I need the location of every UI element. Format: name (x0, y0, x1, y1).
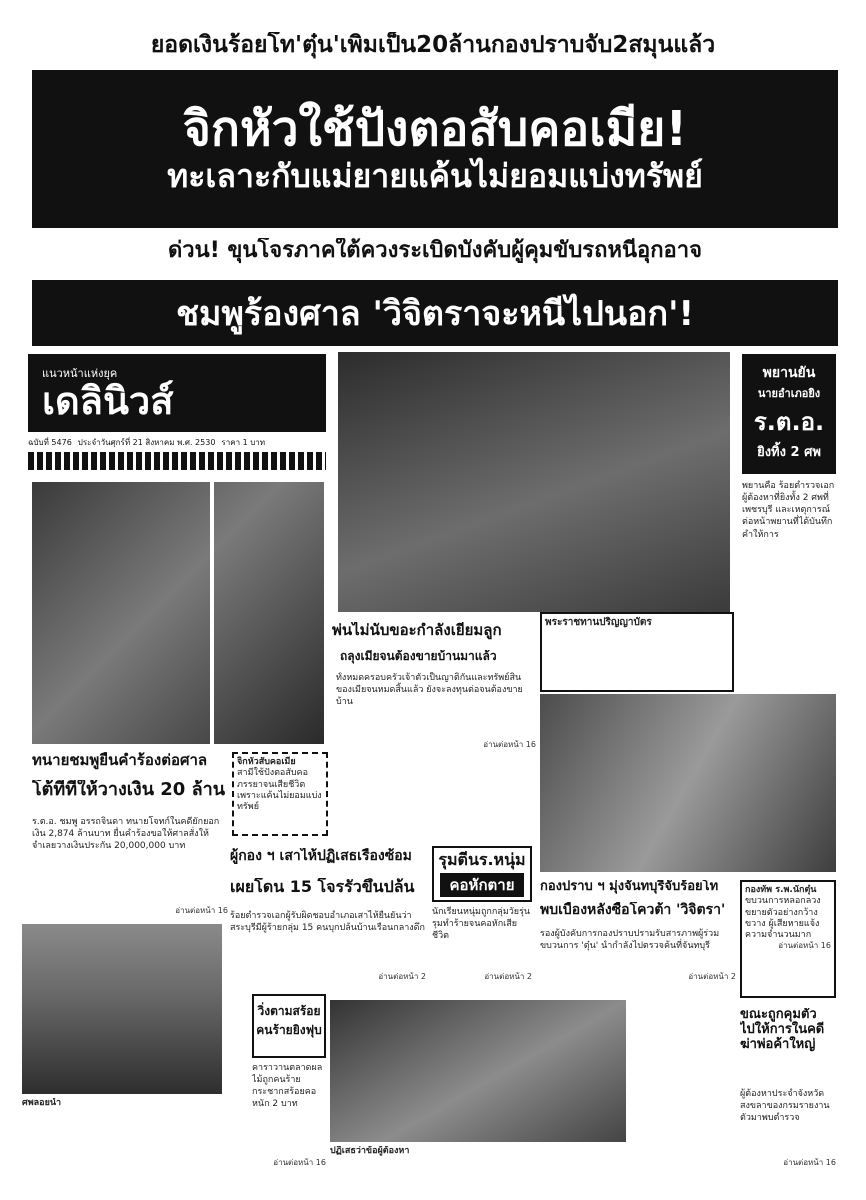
right-box-trial-more[interactable]: อ่านต่อหน้า 16 (783, 1158, 836, 1167)
story5-more[interactable]: อ่านต่อหน้า 2 (688, 972, 736, 981)
right-bottom-text (630, 990, 736, 1160)
masthead (28, 354, 326, 432)
right-box-trial-title3: ฆ่าพ่อค้าใหญ่ (740, 1036, 816, 1052)
masthead-issue-line (28, 436, 326, 448)
story1-more[interactable]: อ่านต่อหน้า 16 (483, 740, 536, 749)
story2-more[interactable]: อ่านต่อหน้า 16 (175, 906, 228, 915)
masthead-rule (28, 452, 326, 470)
right-box-trial-title1: ขณะถูกคุมตัว (740, 1008, 817, 1022)
photo-suspects (32, 482, 324, 744)
third-headline: ชมพูร้องศาล 'วิจิตราจะหนีไปนอก'! (175, 294, 695, 334)
photo-ceremony (338, 352, 730, 612)
photo-suspect-tv (330, 1000, 626, 1142)
side-box-line3: ร.ต.อ. (753, 408, 825, 436)
story6-more[interactable]: อ่านต่อหน้า 16 (273, 1158, 326, 1167)
photo-caption-river (22, 1098, 222, 1168)
story6-headline-box (252, 994, 326, 1058)
story3-title: ผู้กอง ฯ เสาไห้ปฏิเสธเรื่องซ้อม (230, 848, 412, 864)
side-box-witness (742, 354, 836, 474)
story1-title: พ่นไม่นับขอะกำลังเยี่ยมลูก (332, 622, 502, 639)
story1-subtitle: ถลุงเมียจนต้องขายบ้านมาแล้ว (340, 650, 497, 663)
top-strip-headline: ยอดเงินร้อยโท'ตุ๋น'เพิ่มเป็น20ล้านกองปราบจับ2สมุนแล้ว (150, 32, 716, 58)
photo-caption-ceremony (540, 612, 734, 692)
right-box-trial (740, 1008, 836, 1084)
story5-body: รองผู้บังคับการกองปราบปรามรับสารภาพผู้ร่วมขบวนการ 'ตุ๋น' นำกำลังไปตรวจค้นที่จันทบุรี (540, 929, 720, 952)
right-box-fraud-more[interactable]: อ่านต่อหน้า 16 (778, 941, 831, 951)
side-box-text: พยานคือ ร้อยตำรวจเอกผู้ต้องหาที่ยิงทั้ง 2 ศพที่เพชรบุรี และเหตุการณ์ต่อหน้าพยานที่ได้บันทึกคำให้การ (742, 481, 835, 540)
story4-more[interactable]: อ่านต่อหน้า 2 (378, 972, 426, 981)
story2-title1: ทนายชมพูยื่นคำร้องต่อศาล (32, 752, 208, 769)
photo-caption-tv-title: ปฏิเสธว่าข้อผู้ต้องหา (330, 1146, 410, 1156)
photo-caption-ceremony-text: พระราชทานปริญญาบัตร (545, 617, 652, 628)
issue-price: ราคา 1 บาท (221, 438, 266, 447)
side-box-line2: นายอำเภอยิง (757, 387, 821, 400)
main-headline-line2: ทะเลาะกับแม่ยายแค้นไม่ยอมแบ่งทรัพย์ (167, 157, 703, 196)
story3-headline-box (432, 846, 532, 902)
photo-arrest (540, 694, 836, 872)
story6-title1: วิ่งตามสร้อย (257, 1004, 321, 1018)
story4-title: เผยโดน 15 โจรรัวขึ้นปล้น (230, 878, 415, 896)
small-box-neck (232, 752, 328, 836)
second-headline: ด่วน! ขุนโจรภาคใต้ควงระเบิดบังคับผู้คุมขับรถหนีอุกอาจ (168, 238, 702, 263)
right-box-fraud-body: ขบวนการหลอกลวงขยายตัวอย่างกว้างขวาง ผู้เสียหายแจ้งความจำนวนมาก (745, 896, 821, 940)
right-box-fraud-title: กองทัพ ร.พ.นักตุ๋น (745, 885, 817, 895)
photo-caption-tv (330, 1146, 626, 1170)
side-box-line4: ยิงทิ้ง 2 ศพ (757, 445, 821, 460)
third-headline-bar (32, 280, 838, 346)
small-box-neck-body: สามีใช้ปังตอสับคอภรรยาจนเสียชีวิตเพราะแค้นไม่ยอมแบ่งทรัพย์ (237, 768, 322, 812)
issue-number: ฉบับที่ 5476 (28, 438, 72, 447)
story5-title2: พบเบื้องหลังซื้อโควต้า 'วิจิตรา' (540, 902, 726, 918)
story3-more[interactable]: อ่านต่อหน้า 2 (484, 972, 532, 981)
story6-title2: คนร้ายยิงฟุบ (256, 1023, 322, 1037)
masthead-logo: เดลินิวส์ (42, 379, 174, 424)
story2-body: ร.ต.อ. ชมพู อรรถจินดา ทนายโจทก์ในคดียักยอกเงิน 2,874 ล้านบาท ยื่นคำร้องขอให้ศาลสั่งให้จำเลยวางเงินประกัน 20,000,000 บาท (32, 817, 220, 852)
story3-headline2: คอหักตาย (440, 873, 524, 897)
story2-title2: โต้ทีที่ให้วางเงิน 20 ล้าน (32, 780, 226, 800)
photo-river (22, 924, 222, 1094)
right-box-fraud (740, 880, 836, 998)
story3-body: นักเรียนหนุ่มถูกกลุ่มวัยรุ่นรุมทำร้ายจนคอหักเสียชีวิต (432, 907, 531, 942)
story1-body: ทั้งหมดครอบครัวเจ้าตัวเป็นญาติกันและทรัพย์สินของเมียจนหมดสิ้นแล้ว ยังจะลงทุนต่อจนต้องขายบ้าน (336, 673, 523, 708)
main-headline-line1: จิกหัวใช้ปังตอสับคอเมีย! (182, 101, 688, 158)
right-box-trial-body: ผู้ต้องหาประจำจังหวัดสงขลาของกรมรายงานตัวมาพบตำรวจ (740, 1089, 830, 1124)
story4-body: ร้อยตำรวจเอกผู้รับผิดชอบอำเภอเสาไห้ยืนยันว่าสระบุรีมีผู้ร้ายกลุ่ม 15 คนบุกปล้นบ้านเรือนกลางดึก (230, 911, 425, 934)
photo-caption-river-title: ศพลอยน้ำ (22, 1098, 62, 1108)
story3-headline: รุมตีนร.หนุ่ม (438, 850, 526, 869)
small-box-neck-title: จิกหัวสับคอเมีย (237, 757, 296, 767)
side-box-line1: พยานยัน (762, 365, 816, 381)
right-box-trial-title2: ไปให้การในคดี (740, 1021, 825, 1037)
issue-date: ประจำวันศุกร์ที่ 21 สิงหาคม พ.ศ. 2530 (77, 438, 216, 447)
story5-title1: กองปราบ ฯ มุ่งจันทบุรีจับร้อยโท (540, 880, 719, 894)
story6-body: คาราวานตลาดผลไม้ถูกคนร้ายกระชากสร้อยคอหนัก 2 บาท (252, 1063, 323, 1110)
main-headline-bar (32, 70, 838, 228)
masthead-tagline: แนวหน้าแห่งยุค (42, 367, 118, 381)
